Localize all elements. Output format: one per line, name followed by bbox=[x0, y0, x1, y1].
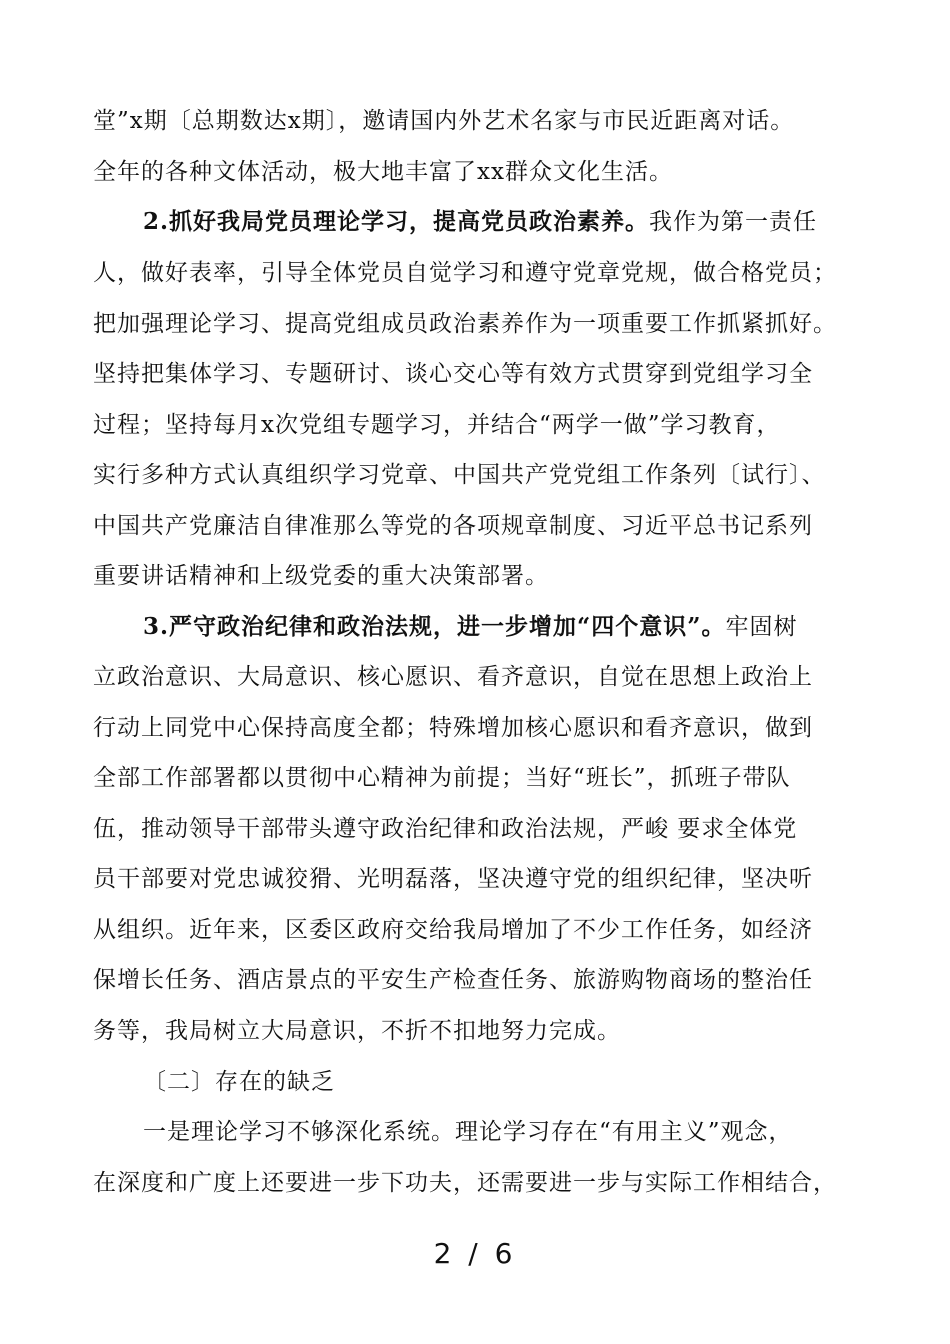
text-line: 一是理论学习不够深化系统。理论学习存在“有用主义”观念， bbox=[143, 1119, 793, 1145]
text-line: 重要讲话精神和上级党委的重大决策部署。 bbox=[93, 563, 549, 589]
text-line: 在深度和广度上还要进一步下功夫，还需要进一步与实际工作相结合， bbox=[93, 1170, 837, 1196]
section-heading: 3.严守政治纪律和政治法规，进一步增加“四个意识”。 bbox=[143, 613, 726, 640]
text-line: 务等，我局树立大局意识，不折不扣地努力完成。 bbox=[93, 1018, 621, 1044]
text-fragment: 牢固树 bbox=[725, 614, 798, 640]
page-number: 2 / 6 bbox=[433, 1237, 517, 1270]
text-line: 堂”x期〔总期数达x期〕，邀请国内外艺术名家与市民近距离对话。 bbox=[93, 108, 795, 134]
text-line: 全部工作部署都以贯彻中心精神为前提；当好“班长”，抓班子带队 bbox=[93, 765, 791, 791]
text-line: 立政治意识、大局意识、核心愿识、看齐意识，自觉在思想上政治上 bbox=[93, 664, 813, 690]
text-line: 保增长任务、酒店景点的平安生产检查任务、旅游购物商场的整治任 bbox=[93, 967, 813, 993]
text-line: 中国共产党廉洁自律准那么等党的各项规章制度、习近平总书记系列 bbox=[93, 513, 813, 539]
text-line: 人，做好表率，引导全体党员自觉学习和遵守党章党规，做合格党员； bbox=[93, 260, 837, 286]
text-line: 过程；坚持每月x次党组专题学习，并结合“两学一做”学习教育， bbox=[93, 412, 781, 438]
text-fragment: 我作为第一责任 bbox=[649, 209, 818, 235]
text-line: 坚持把集体学习、专题研讨、谈心交心等有效方式贯穿到党组学习全 bbox=[93, 361, 813, 387]
text-line: 把加强理论学习、提高党组成员政治素养作为一项重要工作抓紧抓好。 bbox=[93, 311, 837, 337]
text-line: 伍，推动领导干部带头遵守政治纪律和政治法规，严峻 要求全体党 bbox=[93, 816, 798, 842]
text-line: 行动上同党中心保持高度全都；特殊增加核心愿识和看齐意识，做到 bbox=[93, 715, 813, 741]
section-heading-line bbox=[143, 207, 817, 237]
text-line: 员干部要对党忠诚狡猾、光明磊落，坚决遵守党的组织纪律，坚决听 bbox=[93, 866, 813, 892]
section-heading: 2.抓好我局党员理论学习，提高党员政治素养。 bbox=[143, 208, 650, 235]
text-line: 从组织。近年来，区委区政府交给我局增加了不少工作任务，如经济 bbox=[93, 917, 813, 943]
section-heading-line bbox=[143, 612, 797, 642]
subsection-heading: 〔二〕存在的缺乏 bbox=[143, 1069, 335, 1095]
text-line: 实行多种方式认真组织学习党章、中国共产党党组工作条列〔试行〕、 bbox=[93, 462, 826, 488]
text-line: 全年的各种文体活动，极大地丰富了xx群众文化生活。 bbox=[93, 159, 673, 185]
